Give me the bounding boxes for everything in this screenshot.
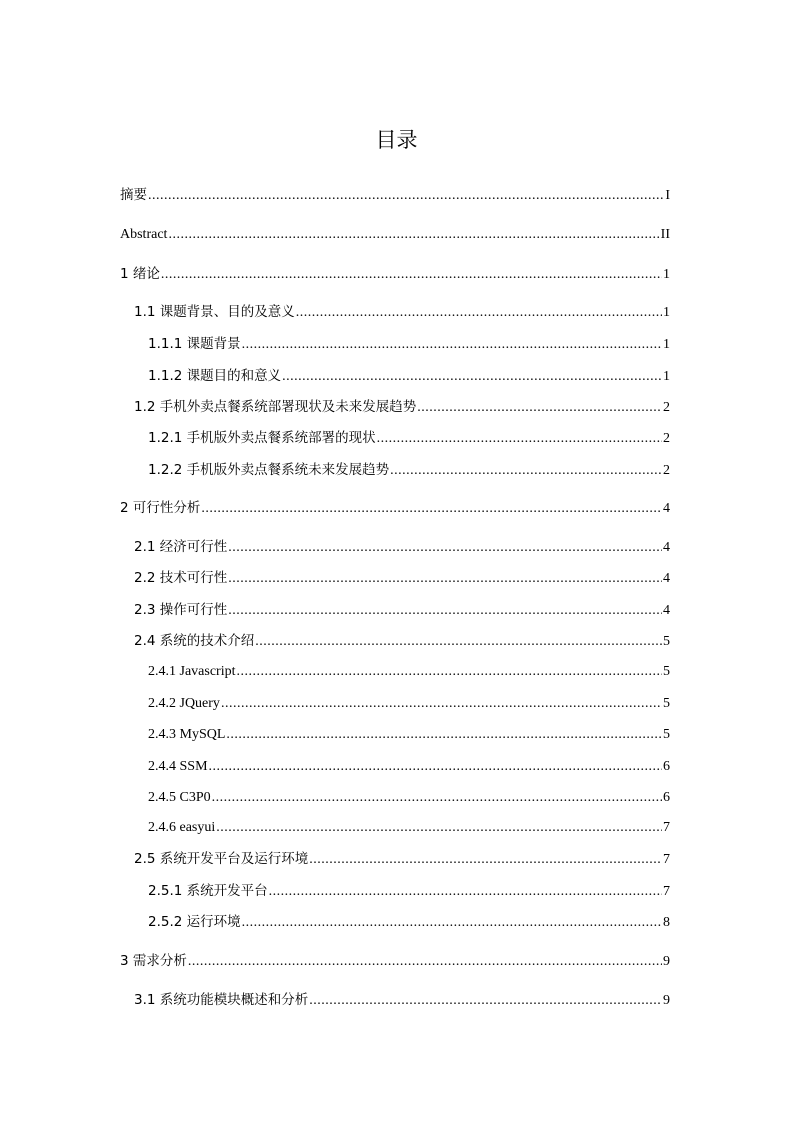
toc-page-number: 5 xyxy=(663,664,670,679)
toc-leader xyxy=(221,694,662,714)
toc-page-number: 2 xyxy=(663,431,670,446)
toc-entry-1-2-1[interactable] xyxy=(148,428,670,448)
toc-label: 2.4.4 SSM xyxy=(148,759,208,774)
toc-leader xyxy=(255,632,662,652)
toc-page-number: 5 xyxy=(663,727,670,742)
toc-page-number: 7 xyxy=(663,852,670,867)
toc-label: 2.5 系统开发平台及运行环境 xyxy=(134,851,309,867)
toc-page-number: 1 xyxy=(663,337,670,352)
toc-label: 2.4.6 easyui xyxy=(148,820,216,835)
toc-leader xyxy=(236,662,662,682)
toc-page-number: 2 xyxy=(663,463,670,478)
toc-page-number: I xyxy=(665,188,670,203)
toc-leader xyxy=(228,538,662,558)
page-title: 目录 xyxy=(375,128,418,152)
toc-leader xyxy=(168,225,659,245)
toc-page-number: 4 xyxy=(663,501,670,516)
toc-label: 2.4.5 C3P0 xyxy=(148,790,211,805)
toc-label: 2.4.2 JQuery xyxy=(148,696,220,711)
toc-entry-2-5-2[interactable] xyxy=(148,912,670,932)
toc-label: 1.2 手机外卖点餐系统部署现状及未来发展趋势 xyxy=(134,399,417,415)
toc-page-number: 7 xyxy=(663,884,670,899)
toc-leader xyxy=(212,788,662,808)
toc-label: 2 可行性分析 xyxy=(120,500,201,516)
toc-page-number: 6 xyxy=(663,759,670,774)
toc-entry-chapter-2[interactable] xyxy=(120,498,670,518)
toc-page-number: II xyxy=(660,227,670,242)
toc-label: 1.1.1 课题背景 xyxy=(148,336,241,352)
toc-entry-2-4-1[interactable] xyxy=(148,662,670,682)
toc-label: 2.5.1 系统开发平台 xyxy=(148,883,268,899)
toc-page-number: 7 xyxy=(663,820,670,835)
toc-label: 3.1 系统功能模块概述和分析 xyxy=(134,992,309,1008)
toc-page-number: 4 xyxy=(663,571,670,586)
toc-leader xyxy=(188,952,662,972)
toc-leader xyxy=(209,757,662,777)
toc-entry-chapter-1[interactable] xyxy=(120,264,670,284)
toc-page-number: 8 xyxy=(663,915,670,930)
toc-entry-2-3[interactable] xyxy=(134,600,670,620)
toc-leader xyxy=(216,818,662,838)
toc-label: 2.1 经济可行性 xyxy=(134,539,228,555)
toc-label: 3 需求分析 xyxy=(120,953,187,969)
toc-entry-2-5[interactable] xyxy=(134,849,670,869)
toc-label: 摘要 xyxy=(120,187,147,203)
toc-page-number: 5 xyxy=(663,696,670,711)
toc-leader xyxy=(242,335,662,355)
toc-label: 2.2 技术可行性 xyxy=(134,570,228,586)
toc-label: 2.4.1 Javascript xyxy=(148,664,236,679)
toc-label: 2.4 系统的技术介绍 xyxy=(134,633,255,649)
toc-label: Abstract xyxy=(120,227,168,242)
toc-label: 1.2.2 手机版外卖点餐系统未来发展趋势 xyxy=(148,462,390,478)
toc-entry-1-2[interactable] xyxy=(134,397,670,417)
toc-leader xyxy=(390,461,662,481)
toc-entry-1-1-2[interactable] xyxy=(148,366,670,386)
toc-page-number: 1 xyxy=(663,369,670,384)
toc-entry-abstract-en[interactable] xyxy=(120,225,670,245)
toc-page-number: 4 xyxy=(663,603,670,618)
toc-leader xyxy=(269,882,662,902)
toc-entry-2-4-3[interactable] xyxy=(148,725,670,745)
toc-page-number: 9 xyxy=(663,993,670,1008)
toc-entry-1-1-1[interactable] xyxy=(148,334,670,354)
toc-label: 1.2.1 手机版外卖点餐系统部署的现状 xyxy=(148,430,376,446)
toc-entry-chapter-3[interactable] xyxy=(120,951,670,971)
toc-entry-3-1[interactable] xyxy=(134,990,670,1010)
toc-label: 2.5.2 运行环境 xyxy=(148,914,241,930)
toc-page-number: 1 xyxy=(663,267,670,282)
toc-entry-2-4-4[interactable] xyxy=(148,757,670,777)
toc-leader xyxy=(417,398,662,418)
toc-leader xyxy=(296,303,662,323)
toc-entry-2-1[interactable] xyxy=(134,537,670,557)
toc-page-number: 6 xyxy=(663,790,670,805)
toc-leader xyxy=(228,601,662,621)
toc-leader xyxy=(161,265,662,285)
toc-leader xyxy=(226,725,662,745)
toc-entry-2-5-1[interactable] xyxy=(148,881,670,901)
toc-page-number: 2 xyxy=(663,400,670,415)
toc-page-number: 4 xyxy=(663,540,670,555)
toc-leader xyxy=(201,499,662,519)
toc-leader xyxy=(228,569,662,589)
toc-leader xyxy=(282,367,662,387)
toc-entry-abstract-cn[interactable] xyxy=(120,185,670,205)
toc-entry-2-4-6[interactable] xyxy=(148,818,670,838)
toc-leader xyxy=(242,913,662,933)
toc-page-number: 5 xyxy=(663,634,670,649)
toc-entry-2-4-2[interactable] xyxy=(148,694,670,714)
toc-page-number: 1 xyxy=(663,305,670,320)
toc-leader xyxy=(309,850,662,870)
toc-entry-2-2[interactable] xyxy=(134,568,670,588)
toc-label: 1 绪论 xyxy=(120,266,160,282)
toc-label: 1.1 课题背景、目的及意义 xyxy=(134,304,295,320)
toc-entry-1-2-2[interactable] xyxy=(148,460,670,480)
toc-page-number: 9 xyxy=(663,954,670,969)
toc-leader xyxy=(377,429,662,449)
toc-label: 1.1.2 课题目的和意义 xyxy=(148,368,282,384)
toc-leader xyxy=(148,186,664,206)
toc-leader xyxy=(309,991,662,1011)
toc-entry-2-4[interactable] xyxy=(134,631,670,651)
toc-entry-1-1[interactable] xyxy=(134,302,670,322)
toc-entry-2-4-5[interactable] xyxy=(148,788,670,808)
toc-label: 2.4.3 MySQL xyxy=(148,727,226,742)
toc-label: 2.3 操作可行性 xyxy=(134,602,228,618)
